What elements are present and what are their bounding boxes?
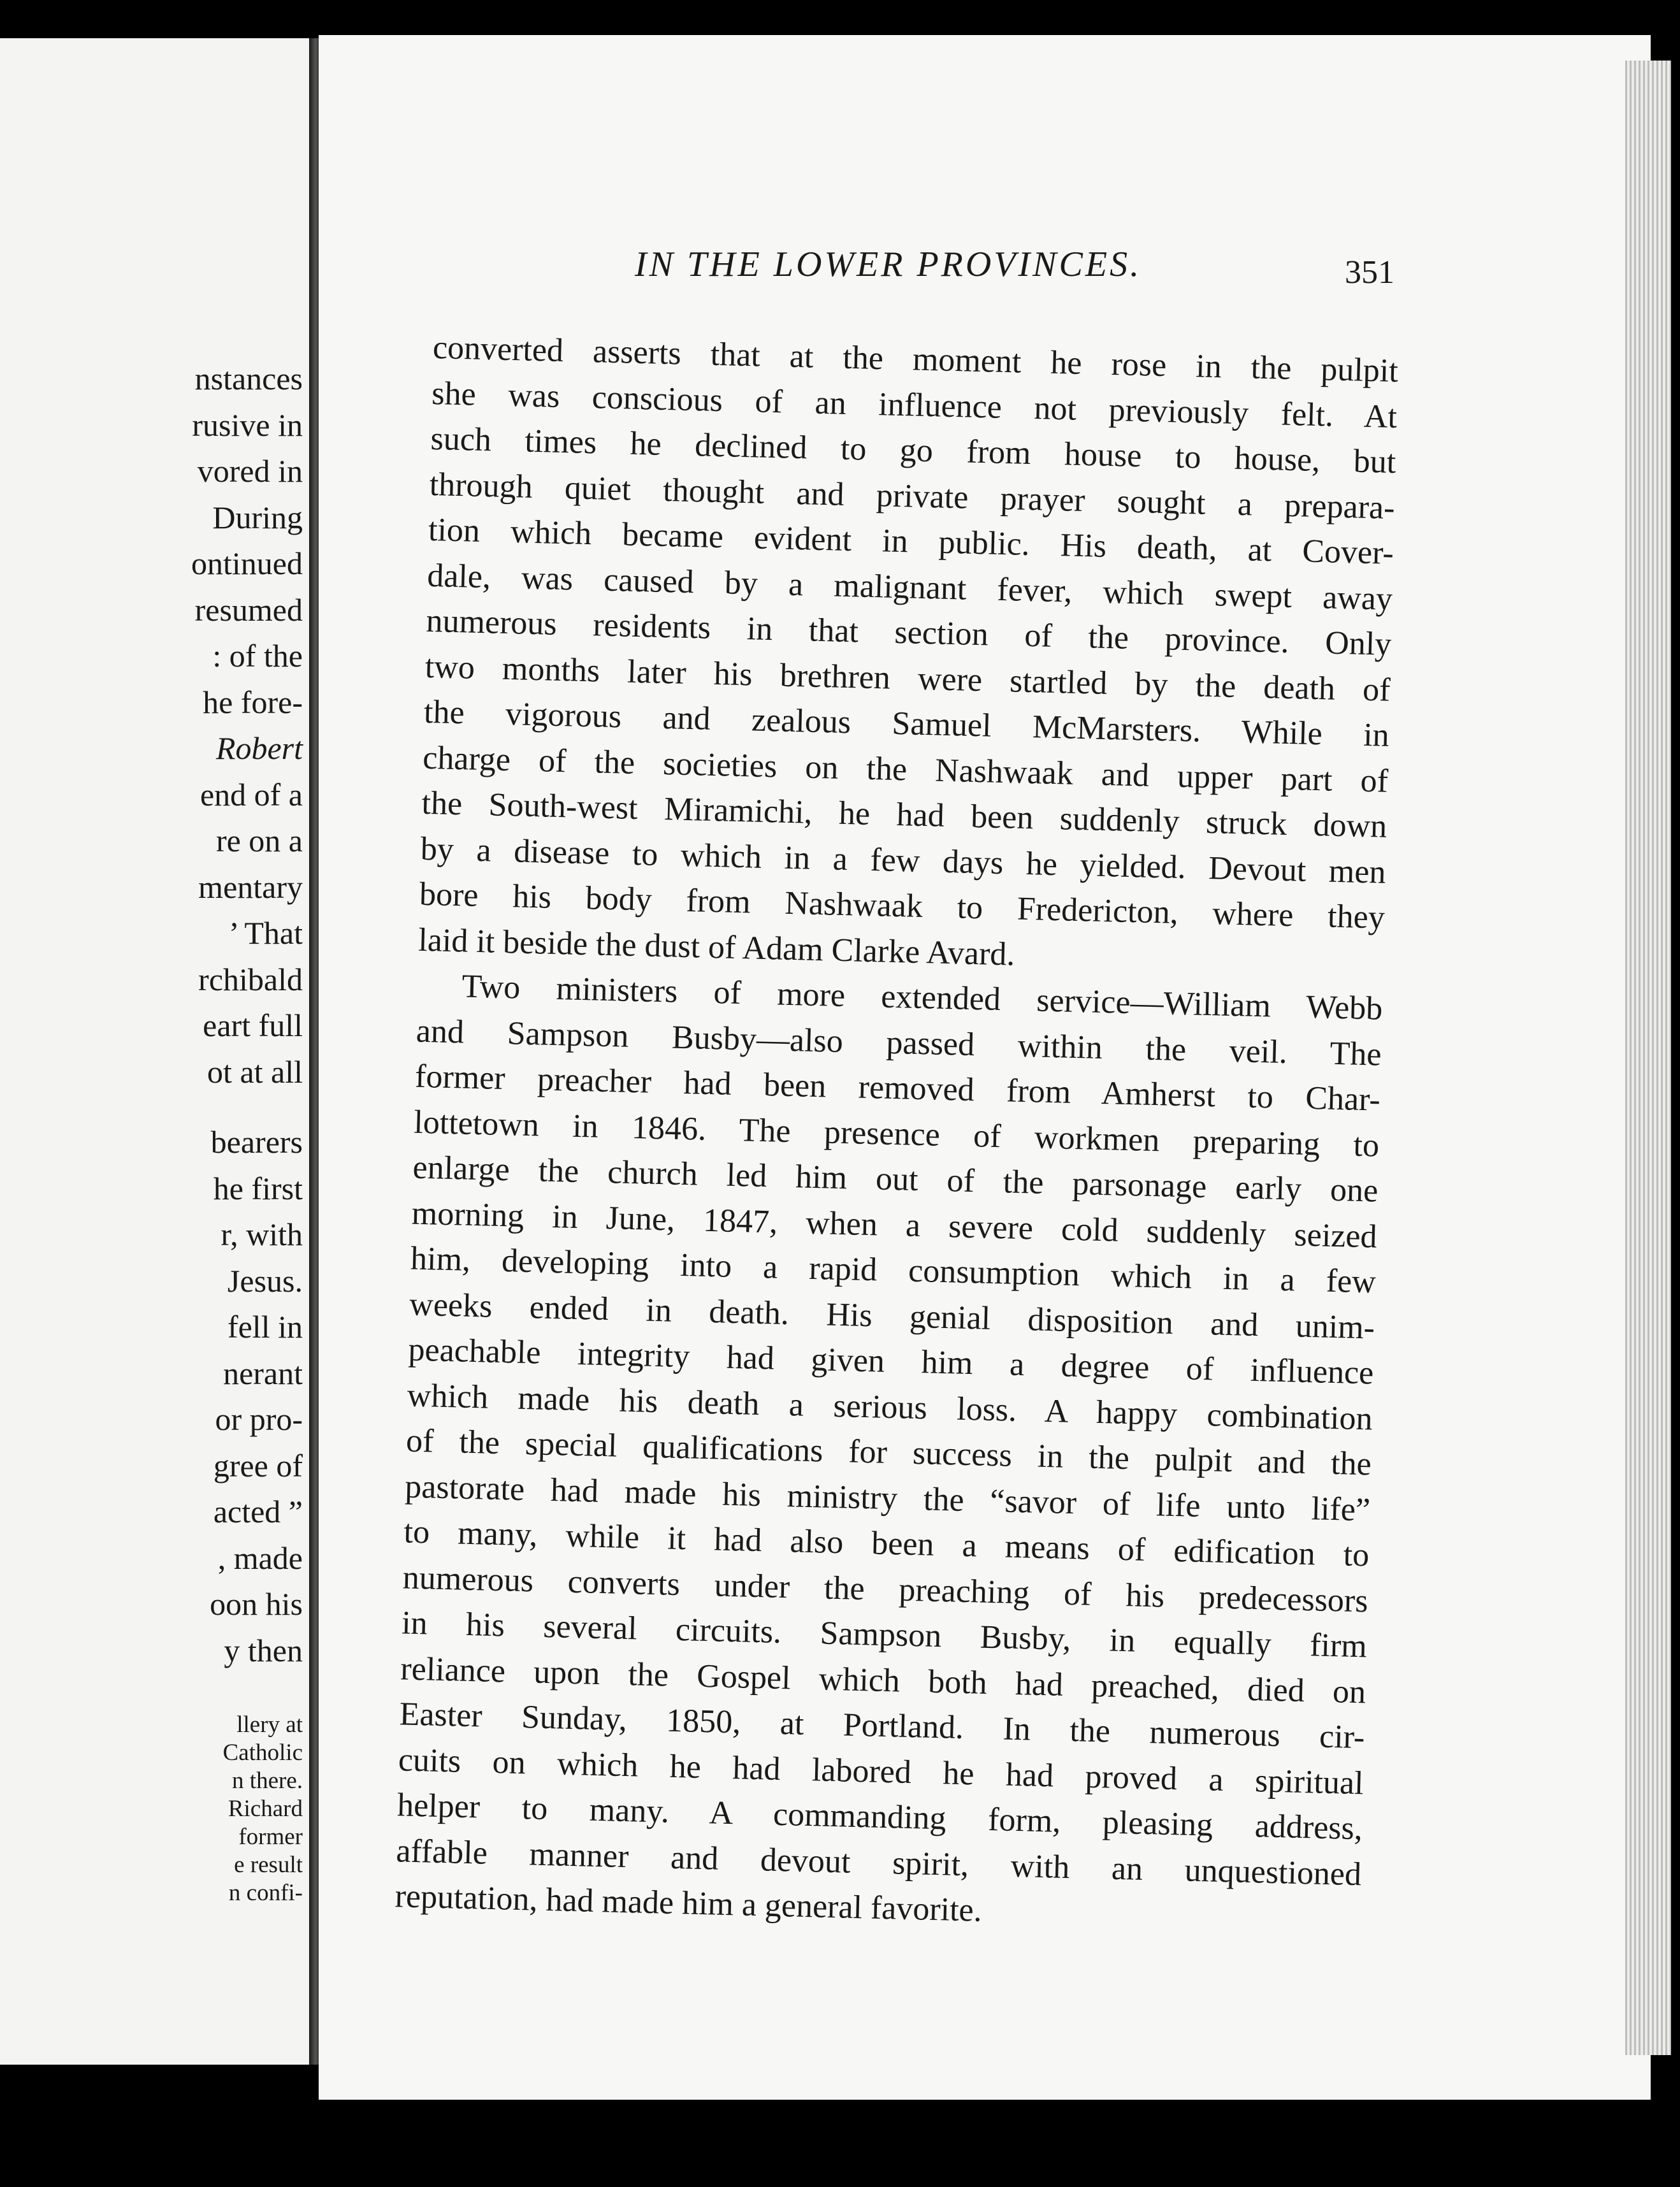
left-line: eart full: [203, 1007, 303, 1043]
left-line: rchibald: [198, 961, 303, 997]
footnote-line: n there.: [232, 1768, 303, 1794]
text-line: through quiet thought and private prayer sought a prepara-: [429, 466, 1396, 526]
left-line: mentary: [198, 869, 303, 905]
left-line: nerant: [223, 1355, 303, 1391]
text-line: she was conscious of an influence not previously felt. At: [431, 375, 1398, 435]
running-head: IN THE LOWER PROVINCES.: [635, 245, 1142, 284]
text-line: and Sampson Busby—also passed within the veil. The: [416, 1013, 1382, 1073]
text-line: bore his body from Nashwaak to Fredericton, where they: [419, 876, 1386, 936]
text-line: former preacher had been removed from Amherst to Char-: [414, 1058, 1381, 1118]
left-line: Robert: [215, 730, 303, 766]
left-line: gree of: [213, 1447, 303, 1483]
paragraph-1: [418, 325, 1399, 986]
left-line: re on a: [215, 823, 303, 858]
text-line: pastorate had made his ministry the “savor of life unto life”: [404, 1468, 1371, 1528]
text-line: cuits on which he had labored he had proved a spiritual: [398, 1741, 1365, 1801]
text-line: affable manner and devout spirit, with an unquestioned: [395, 1832, 1362, 1893]
text-line: enlarge the church led him out of the parsonage early one: [412, 1149, 1379, 1209]
left-line: resumed: [194, 591, 303, 628]
text-line: laid it beside the dust of Adam Clarke Avard.: [417, 921, 1016, 973]
text-line: reliance upon the Gospel which both had preached, died on: [400, 1650, 1366, 1710]
left-line: During: [212, 499, 303, 535]
left-line: acted ”: [213, 1494, 303, 1529]
footnote-line: Catholic: [222, 1740, 303, 1766]
text-line: numerous residents in that section of the province. Only: [425, 602, 1392, 663]
text-line: him, developing into a rapid consumption which in a few: [410, 1240, 1377, 1301]
text-line: to many, while it had also been a means of edification to: [403, 1513, 1370, 1574]
text-line: by a disease to which in a few days he yielded. Devout men: [420, 830, 1387, 891]
footnote-line: Richard: [228, 1796, 303, 1822]
text-line: such times he declined to go from house to house, but: [430, 420, 1396, 480]
text-line: Two ministers of more extended service—William Webb: [461, 968, 1383, 1027]
footnote-line: n confi-: [228, 1880, 303, 1906]
paragraph-2: [395, 963, 1383, 1943]
left-line: r, with: [221, 1216, 303, 1252]
text-line: which made his death a serious loss. A happy combination: [407, 1377, 1373, 1438]
text-line: tion which became evident in public. His death, at Cover-: [428, 511, 1394, 572]
text-line: weeks ended in death. His genial disposition and unim-: [409, 1286, 1375, 1346]
left-line: y then: [224, 1632, 303, 1668]
left-line: he first: [213, 1170, 303, 1206]
page-edges: [1625, 61, 1671, 2055]
text-line: the South-west Miramichi, he had been suddenly struck down: [421, 784, 1387, 845]
left-line: nstances: [194, 361, 303, 396]
left-page-text: [0, 356, 309, 1673]
left-line: : of the: [212, 638, 303, 674]
text-line: of the special qualifications for success in the pulpit and the: [405, 1422, 1372, 1483]
text-line: in his several circuits. Sampson Busby, in equally firm: [401, 1605, 1368, 1665]
left-line: he fore-: [203, 684, 303, 720]
left-line: vored in: [197, 453, 303, 489]
left-line: bearers: [210, 1124, 303, 1160]
footnote-line: former: [238, 1824, 303, 1850]
left-line: oon his: [210, 1586, 303, 1622]
body-text: [395, 325, 1399, 1943]
text-line: converted asserts that at the moment he rose in the pulpit: [432, 329, 1399, 389]
text-line: reputation, had made him a general favorite.: [395, 1878, 983, 1929]
left-page-fragment: [0, 38, 315, 2065]
text-line: the vigorous and zealous Samuel McMarsters. While in: [423, 693, 1390, 754]
left-line: ’ That: [228, 915, 303, 951]
text-line: charge of the societies on the Nashwaak and upper part of: [422, 739, 1389, 800]
left-line: fell in: [227, 1309, 303, 1345]
page-number: 351: [1345, 254, 1394, 291]
left-line: ot at all: [207, 1053, 303, 1090]
text-line: dale, was caused by a malignant fever, which swept away: [426, 557, 1393, 617]
left-line: rusive in: [192, 407, 303, 443]
text-line: lottetown in 1846. The presence of workmen preparing to: [413, 1104, 1380, 1164]
text-line: helper to many. A commanding form, pleasing address,: [396, 1787, 1363, 1847]
footnote-line: e result: [234, 1852, 303, 1878]
left-line: , made: [217, 1540, 303, 1576]
footnote-line: llery at: [236, 1712, 303, 1738]
text-line: Easter Sunday, 1850, at Portland. In the numerous cir-: [399, 1696, 1365, 1756]
left-page-footnote: [0, 1711, 309, 1907]
left-line: end of a: [199, 776, 303, 812]
text-line: morning in June, 1847, when a severe cold suddenly seized: [411, 1195, 1378, 1255]
text-line: peachable integrity had given him a degree of influence: [408, 1331, 1374, 1392]
left-line: ontinued: [191, 545, 303, 581]
text-line: numerous converts under the preaching of his predecessors: [402, 1559, 1369, 1619]
left-line: or pro-: [215, 1401, 303, 1437]
left-line: Jesus.: [227, 1262, 303, 1299]
text-line: two months later his brethren were startled by the death of: [424, 648, 1391, 709]
